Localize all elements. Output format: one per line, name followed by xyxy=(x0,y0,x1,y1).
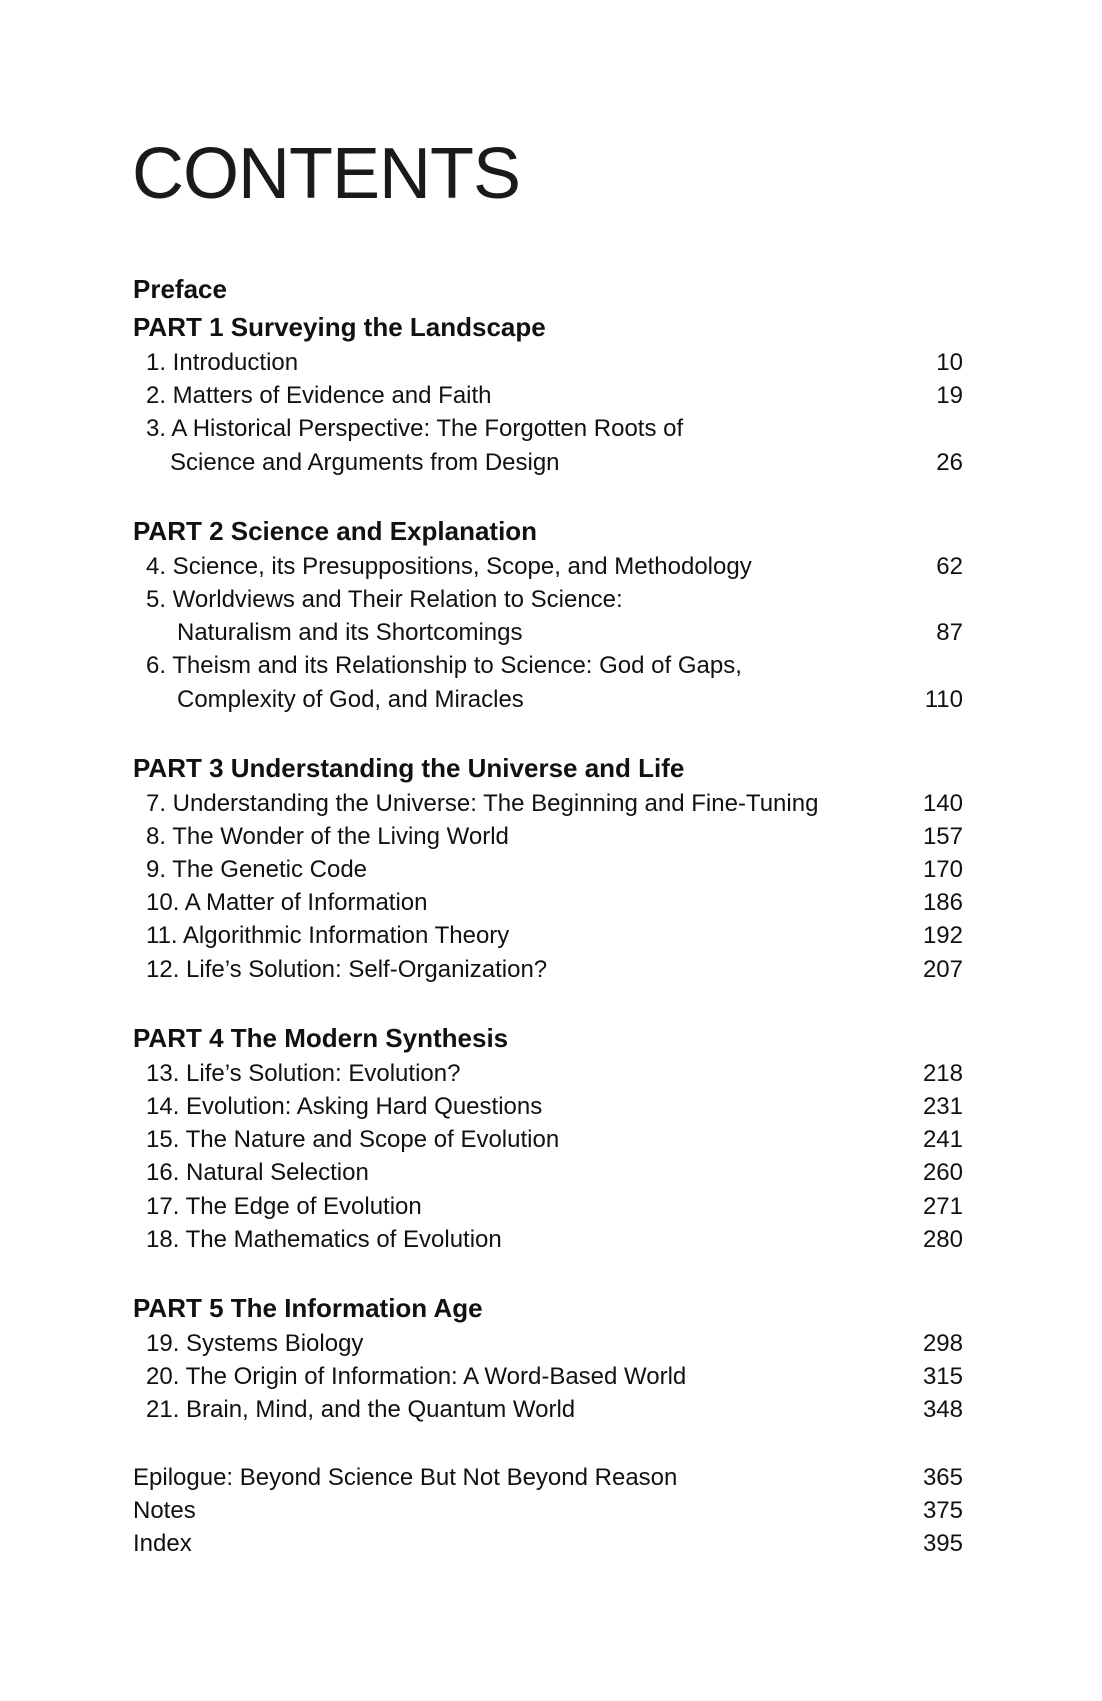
toc-entry-title: 7. Understanding the Universe: The Beginning and Fine-Tuning xyxy=(146,789,819,817)
toc-entry-title: 13. Life’s Solution: Evolution? xyxy=(146,1059,461,1087)
back-matter-entry[interactable] xyxy=(133,1527,963,1560)
toc-entry-page: 110 xyxy=(924,685,963,713)
toc-entry-page: 218 xyxy=(922,1059,963,1087)
toc-entry-title: 2. Matters of Evidence and Faith xyxy=(146,382,492,410)
toc-entry-title: 10. A Matter of Information xyxy=(146,889,428,917)
toc-entry[interactable] xyxy=(133,649,963,682)
toc-entry[interactable] xyxy=(133,1360,963,1393)
toc-entry-page: 140 xyxy=(922,789,963,817)
part-heading[interactable] xyxy=(133,749,963,787)
preface-heading[interactable] xyxy=(133,270,963,308)
section-spacer xyxy=(133,1427,963,1461)
toc-entry[interactable] xyxy=(133,953,963,986)
part-heading-label: PART 3 Understanding the Universe and Life xyxy=(133,752,685,783)
toc-entry-title: 17. The Edge of Evolution xyxy=(146,1192,422,1220)
section-spacer xyxy=(133,1256,963,1289)
toc-entry[interactable] xyxy=(133,583,963,616)
toc-entry[interactable] xyxy=(133,1190,963,1223)
toc-entry[interactable] xyxy=(133,412,963,445)
part-heading-label: PART 5 The Information Age xyxy=(133,1292,483,1323)
part-heading-label: PART 2 Science and Explanation xyxy=(133,515,538,546)
section-spacer xyxy=(133,986,963,1019)
toc-entry-continuation[interactable] xyxy=(133,446,963,479)
toc-entry-page: 26 xyxy=(936,448,963,476)
toc-entry-page: 348 xyxy=(922,1396,963,1424)
toc-entry-continuation[interactable] xyxy=(133,683,963,716)
toc-entry[interactable] xyxy=(133,787,963,820)
toc-entry-title: 11. Algorithmic Information Theory xyxy=(146,922,510,950)
toc-entry-page: 10 xyxy=(936,349,963,376)
toc-entry[interactable] xyxy=(133,379,963,412)
part-heading[interactable] xyxy=(133,308,963,346)
toc-entry[interactable] xyxy=(133,1090,963,1123)
back-matter-entry[interactable] xyxy=(133,1461,963,1494)
toc-entry[interactable] xyxy=(133,1393,963,1426)
part-heading-label: PART 1 Surveying the Landscape xyxy=(133,312,546,342)
toc-entry-page: 395 xyxy=(922,1529,963,1557)
toc-entry-title: 5. Worldviews and Their Relation to Science: xyxy=(146,585,623,613)
toc-entry-title: 12. Life’s Solution: Self-Organization? xyxy=(146,955,548,983)
toc-entry-title: 1. Introduction xyxy=(146,349,299,376)
section-spacer xyxy=(133,479,963,512)
toc-entry-title: 18. The Mathematics of Evolution xyxy=(146,1225,502,1253)
toc-entry[interactable] xyxy=(133,1223,963,1256)
toc-entry[interactable] xyxy=(133,919,963,952)
toc-entry[interactable] xyxy=(133,886,963,919)
toc-entry-page: 271 xyxy=(922,1192,963,1220)
toc-entry-page: 241 xyxy=(922,1126,963,1154)
toc-entry-title: Naturalism and its Shortcomings xyxy=(177,619,523,647)
toc-entry-title: 9. The Genetic Code xyxy=(146,856,368,884)
toc-entry-continuation[interactable] xyxy=(133,616,963,649)
toc-entry-page: 260 xyxy=(922,1159,963,1187)
toc-entry-page: 192 xyxy=(922,922,963,950)
toc-entry-title: Index xyxy=(133,1529,192,1557)
toc-entry-page: 207 xyxy=(922,955,963,983)
toc-entry-title: Complexity of God, and Miracles xyxy=(177,685,524,713)
toc-entry-page: 315 xyxy=(922,1363,963,1391)
table-of-contents xyxy=(133,270,963,1560)
toc-entry-title: Notes xyxy=(133,1496,196,1524)
toc-entry-page: 87 xyxy=(936,619,963,647)
toc-entry[interactable] xyxy=(133,853,963,886)
toc-entry[interactable] xyxy=(133,1327,963,1360)
toc-entry[interactable] xyxy=(133,1156,963,1189)
toc-entry[interactable] xyxy=(133,550,963,583)
part-heading-label: PART 4 The Modern Synthesis xyxy=(133,1022,509,1053)
part-heading[interactable] xyxy=(133,1019,963,1057)
toc-entry-title: Epilogue: Beyond Science But Not Beyond Reason xyxy=(133,1463,678,1491)
toc-entry-page: 62 xyxy=(936,552,963,580)
toc-entry-page: 231 xyxy=(922,1093,963,1120)
toc-entry-title: 8. The Wonder of the Living World xyxy=(146,822,509,850)
toc-entry-title: 21. Brain, Mind, and the Quantum World xyxy=(146,1396,576,1424)
toc-entry-title: 6. Theism and its Relationship to Science: God of Gaps, xyxy=(146,652,742,680)
part-heading[interactable] xyxy=(133,1289,963,1327)
toc-entry[interactable] xyxy=(133,346,963,379)
toc-entry-page: 365 xyxy=(922,1463,963,1491)
toc-entry-page: 170 xyxy=(922,856,963,884)
page-title: CONTENTS xyxy=(132,134,520,214)
part-heading[interactable] xyxy=(133,512,963,550)
toc-entry-title: 3. A Historical Perspective: The Forgotten Roots of xyxy=(146,415,684,443)
section-spacer xyxy=(133,716,963,749)
toc-entry[interactable] xyxy=(133,1057,963,1090)
toc-entry[interactable] xyxy=(133,820,963,853)
toc-entry-title: 16. Natural Selection xyxy=(146,1159,369,1187)
toc-entry-title: 15. The Nature and Scope of Evolution xyxy=(146,1126,560,1154)
toc-entry-title: 14. Evolution: Asking Hard Questions xyxy=(146,1093,543,1120)
toc-entry-page: 375 xyxy=(922,1496,963,1524)
toc-entry-page: 19 xyxy=(936,382,963,410)
back-matter-entry[interactable] xyxy=(133,1494,963,1527)
preface-label: Preface xyxy=(133,274,227,304)
toc-entry-title: Science and Arguments from Design xyxy=(170,448,560,476)
toc-entry-page: 157 xyxy=(922,822,963,850)
toc-entry-title: 20. The Origin of Information: A Word-Based World xyxy=(146,1363,687,1391)
toc-entry-title: 19. Systems Biology xyxy=(146,1329,364,1357)
toc-entry[interactable] xyxy=(133,1123,963,1156)
toc-entry-page: 298 xyxy=(922,1329,963,1357)
toc-entry-page: 280 xyxy=(922,1225,963,1253)
toc-entry-title: 4. Science, its Presuppositions, Scope, and Methodology xyxy=(146,552,752,580)
toc-entry-page: 186 xyxy=(922,889,963,917)
